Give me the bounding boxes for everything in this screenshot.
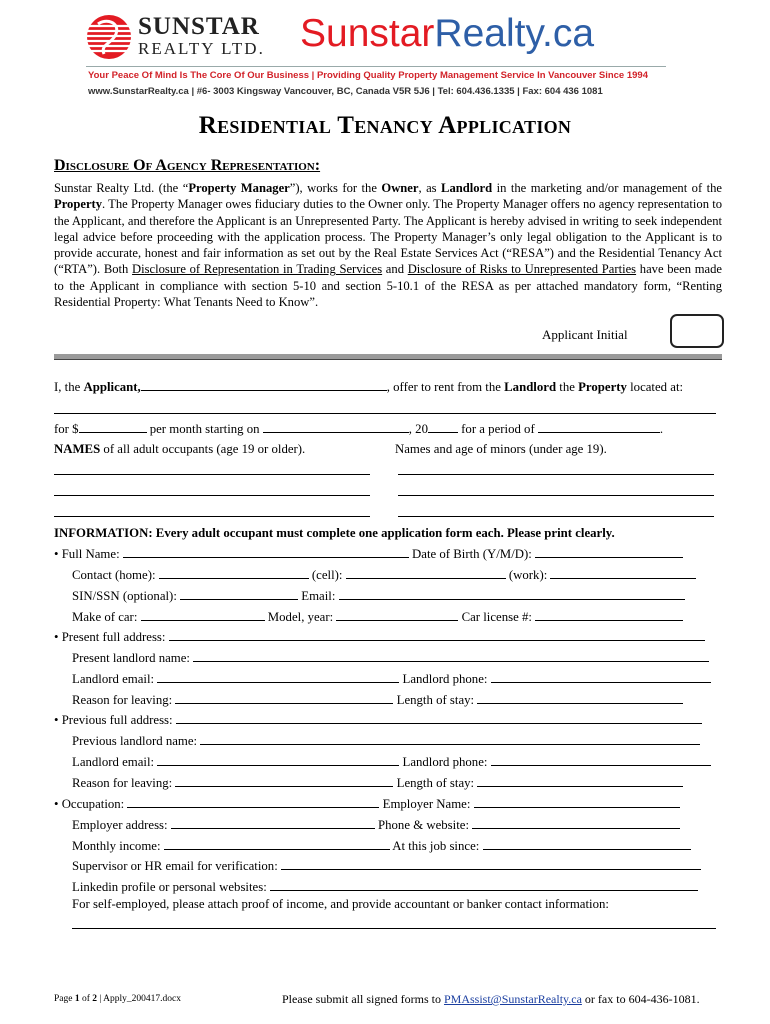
label: Present full address:: [61, 630, 166, 644]
present-address-row: [54, 629, 705, 645]
text: : Every adult occupant must complete one application form each. Please print clearly.: [148, 526, 615, 540]
information-heading: [54, 526, 615, 541]
text: of all adult occupants (age 19 or older).: [100, 442, 306, 456]
label: Employer address:: [72, 818, 168, 832]
text: ”), works for the: [289, 181, 382, 195]
sin-row: [72, 588, 685, 604]
car-license-field[interactable]: [535, 609, 683, 621]
tagline: Your Peace Of Mind Is The Core Of Our Business | Providing Quality Property Management Service In Vancouver Since 1994: [88, 70, 648, 81]
brand-part-1: Sunstar: [300, 12, 435, 55]
text-bold: INFORMATION: [54, 526, 149, 540]
label: Length of stay:: [396, 776, 475, 790]
contact-line: www.SunstarRealty.ca | #6- 3003 Kingsway Vancouver, BC, Canada V5R 5J6 | Tel: 604.436.1335 | Fax: 604 436 1081: [88, 86, 603, 97]
label: SIN/SSN (optional):: [72, 589, 177, 603]
label: Previous landlord name:: [72, 734, 198, 748]
cell-phone-field[interactable]: [346, 567, 506, 579]
label: Supervisor or HR email for verification:: [72, 859, 278, 873]
disclosure-link-1: Disclosure of Representation in Trading Services: [132, 262, 383, 277]
linkedin-row: [72, 879, 698, 895]
text: in the marketing and/or management of the: [492, 181, 723, 195]
text: the: [556, 380, 579, 394]
applicant-name-field[interactable]: [141, 379, 387, 391]
text: , offer to rent from the: [386, 380, 505, 394]
employer-name-field[interactable]: [474, 796, 680, 808]
text-bold: Applicant,: [83, 380, 141, 394]
work-phone-field[interactable]: [550, 567, 696, 579]
offer-line: [54, 379, 683, 395]
text-bold: Property: [578, 380, 627, 394]
rent-amount-field[interactable]: [79, 421, 147, 433]
minor-field[interactable]: [398, 474, 714, 475]
full-name-field[interactable]: [123, 546, 409, 558]
occupation-row: [54, 796, 680, 812]
text-bold: NAMES: [54, 442, 101, 456]
label: Previous full address:: [61, 713, 173, 727]
employer-address-row: [72, 817, 680, 833]
email-field[interactable]: [339, 588, 685, 600]
previous-address-field[interactable]: [176, 712, 702, 724]
text: Page: [54, 994, 75, 1004]
dob-field[interactable]: [535, 546, 683, 558]
sin-field[interactable]: [180, 588, 298, 600]
adult-occupant-field[interactable]: [54, 516, 370, 517]
full-name-row: [54, 546, 683, 562]
previous-landlord-email-field[interactable]: [157, 754, 399, 766]
minors-label: Names and age of minors (under age 19).: [395, 442, 607, 456]
previous-landlord-contact-row: [72, 754, 711, 770]
text: or fax to 604-436-1081.: [581, 992, 700, 1006]
self-employed-field[interactable]: [72, 928, 716, 929]
bullet: •: [54, 547, 59, 561]
present-landlord-email-field[interactable]: [157, 671, 399, 683]
applicant-initial-field[interactable]: [670, 314, 724, 348]
label: Monthly income:: [72, 839, 161, 853]
submit-instructions: [282, 992, 700, 1007]
label: Date of Birth (Y/M/D):: [412, 547, 532, 561]
present-landlord-row: [72, 650, 709, 666]
text-bold: Owner: [381, 181, 419, 195]
label: Email:: [301, 589, 336, 603]
income-row: [72, 838, 691, 854]
present-landlord-contact-row: [72, 671, 711, 687]
car-model-field[interactable]: [336, 609, 458, 621]
employer-phone-field[interactable]: [472, 817, 680, 829]
label: Landlord email:: [72, 755, 155, 769]
label: Full Name:: [61, 547, 120, 561]
home-phone-field[interactable]: [159, 567, 309, 579]
text-bold: Landlord: [441, 181, 493, 195]
monthly-income-field[interactable]: [164, 838, 390, 850]
present-reason-field[interactable]: [175, 692, 393, 704]
present-length-field[interactable]: [477, 692, 683, 704]
logo-wordmark: [138, 14, 265, 57]
label: Present landlord name:: [72, 651, 190, 665]
text: for $: [54, 422, 79, 436]
label: Length of stay:: [396, 693, 475, 707]
present-reason-row: [72, 692, 683, 708]
doc-name: | Apply_200417.docx: [97, 994, 181, 1004]
label: Occupation:: [61, 797, 125, 811]
logo-line-1: SUNSTAR: [138, 13, 260, 40]
text: I, the: [54, 380, 84, 394]
label: Model, year:: [267, 610, 334, 624]
minor-field[interactable]: [398, 516, 714, 517]
label: Make of car:: [72, 610, 138, 624]
occupation-field[interactable]: [127, 796, 379, 808]
minor-field[interactable]: [398, 495, 714, 496]
text: for a period of: [457, 422, 538, 436]
page-footer-info: [54, 994, 181, 1004]
self-employed-note: For self-employed, please attach proof of income, and provide accountant or banker contact information:: [72, 897, 609, 911]
page-total: 2: [92, 994, 98, 1004]
supervisor-row: [72, 858, 701, 874]
text: , 20: [408, 422, 428, 436]
previous-landlord-field[interactable]: [200, 733, 700, 745]
text: and: [382, 262, 408, 277]
text: per month starting on: [146, 422, 263, 436]
previous-reason-row: [72, 775, 683, 791]
car-row: [72, 609, 683, 625]
label: Linkedin profile or personal websites:: [72, 880, 267, 894]
text: , as: [418, 181, 442, 195]
start-year-field[interactable]: [428, 421, 458, 433]
text-bold: Landlord: [504, 380, 557, 394]
supervisor-email-field[interactable]: [281, 858, 701, 870]
disclosure-link-2: Disclosure of Risks to Unrepresented Parties: [407, 262, 637, 277]
sunstar-logo-icon: [86, 14, 132, 60]
label: Reason for leaving:: [72, 693, 173, 707]
start-date-field[interactable]: [263, 421, 409, 433]
submit-email-link[interactable]: PMAssist@SunstarRealty.ca: [443, 992, 582, 1006]
previous-address-row: [54, 712, 702, 728]
text: . The Property Manager owes fiduciary duties to the Owner only. The Property Manager offers no agency representation to the Applicant, and therefore the Applicant is an Unrepresented Party. The Applicant is hereby advised in writing to seek independent legal advice before proceeding with the application process. The Property Manager’s only legal obligation to the Applicant is to provide accurate, honest and fair information as set out by the Real Estate Services Act (“RESA”) and the Residential Tenancy Act (“RTA”). Both: [54, 197, 722, 277]
adult-occupant-field[interactable]: [54, 474, 370, 475]
label: Reason for leaving:: [72, 776, 173, 790]
car-make-field[interactable]: [141, 609, 265, 621]
contact-row: [72, 567, 696, 583]
previous-landlord-row: [72, 733, 700, 749]
label: Landlord phone:: [402, 672, 488, 686]
linkedin-field[interactable]: [270, 879, 698, 891]
text: .: [659, 422, 664, 436]
label: At this job since:: [392, 839, 480, 853]
text: of: [79, 994, 93, 1004]
property-address-field[interactable]: [54, 413, 716, 414]
disclosure-paragraph: [54, 180, 722, 310]
job-since-field[interactable]: [483, 838, 691, 850]
rent-line: [54, 421, 663, 437]
page-title: Residential Tenancy Application: [198, 112, 572, 139]
bullet: •: [54, 713, 59, 727]
disclosure-heading: Disclosure Of Agency Representation:: [54, 157, 321, 174]
page-number: 1: [74, 994, 80, 1004]
adult-occupant-field[interactable]: [54, 495, 370, 496]
previous-landlord-phone-field[interactable]: [491, 754, 711, 766]
present-landlord-phone-field[interactable]: [491, 671, 711, 683]
text-bold: Property: [54, 197, 103, 212]
period-field[interactable]: [538, 421, 660, 433]
label: Landlord phone:: [402, 755, 488, 769]
logo-line-2: REALTY LTD.: [138, 39, 265, 58]
header-divider: [86, 66, 666, 67]
text-bold: Property Manager: [188, 181, 290, 195]
present-address-field[interactable]: [169, 629, 705, 641]
brand-part-2: Realty.ca: [434, 12, 595, 55]
label: Car license #:: [461, 610, 532, 624]
section-divider: [54, 354, 722, 360]
label: Contact (home):: [72, 568, 156, 582]
label: Employer Name:: [382, 797, 471, 811]
present-landlord-field[interactable]: [193, 650, 709, 662]
bullet: •: [54, 797, 59, 811]
previous-length-field[interactable]: [477, 775, 683, 787]
adult-occupants-label: [54, 442, 305, 457]
previous-reason-field[interactable]: [175, 775, 393, 787]
label: Landlord email:: [72, 672, 155, 686]
text: Sunstar Realty Ltd. (the “: [54, 181, 189, 195]
brand-name: [300, 14, 594, 53]
label: (cell):: [311, 568, 343, 582]
label: Phone & website:: [378, 818, 470, 832]
employer-address-field[interactable]: [171, 817, 375, 829]
text: have been made to the Applicant in compliance with section 5-10 and section 5-10.1 of the RESA as per attached mandatory form, “Renting Residential Property: What Tenants Need to Know”.: [54, 262, 723, 310]
text: Please submit all signed forms to: [282, 992, 444, 1006]
applicant-initial-label: Applicant Initial: [542, 327, 628, 342]
text: located at:: [626, 380, 684, 394]
label: (work):: [508, 568, 548, 582]
bullet: •: [54, 630, 59, 644]
